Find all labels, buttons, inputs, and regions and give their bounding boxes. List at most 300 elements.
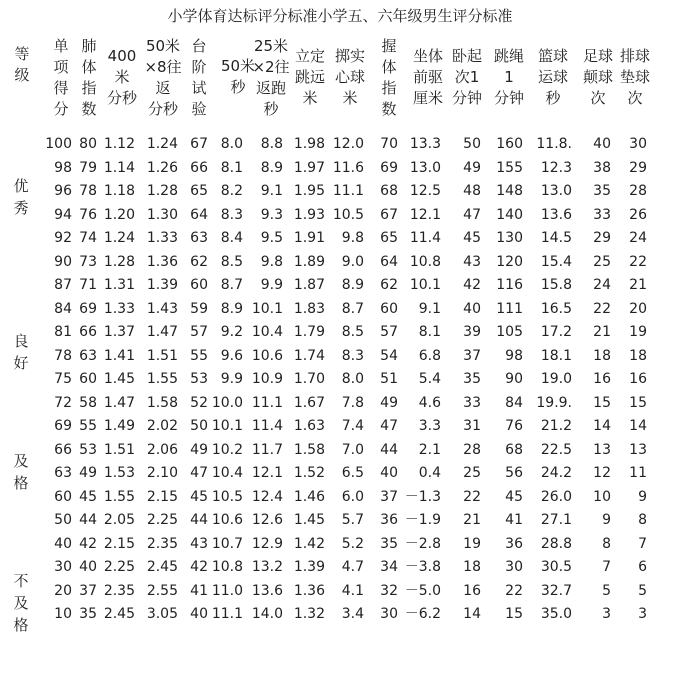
column-header-line: 秒 <box>263 100 279 118</box>
table-cell: 35 <box>463 371 481 387</box>
table-cell: 53 <box>79 441 97 458</box>
column-header-line: 肺 <box>81 37 97 55</box>
table-cell: 8.5 <box>341 324 364 340</box>
table-cell: 30 <box>54 559 72 575</box>
table-cell: 10.7 <box>211 535 243 552</box>
table-row <box>0 368 680 392</box>
table-cell: 18.1 <box>540 347 572 364</box>
table-cell: 9.1 <box>260 183 283 199</box>
table-cell: 41 <box>505 512 523 528</box>
table-cell: 8.3 <box>220 206 243 223</box>
table-cell: 1.87 <box>293 277 325 293</box>
table-cell: 12.1 <box>251 465 283 481</box>
table-cell: 11.7 <box>251 441 283 458</box>
table-cell: 12.9 <box>251 535 283 552</box>
table-cell: 58 <box>79 394 97 411</box>
table-cell: 40 <box>380 465 398 481</box>
table-cell: 1.47 <box>146 324 178 340</box>
table-cell: 35 <box>593 183 611 199</box>
table-cell: 40 <box>79 559 97 575</box>
table-cell: 1.24 <box>103 230 135 246</box>
grade-label-char: 格 <box>13 616 29 634</box>
column-header-line: 立定 <box>294 47 325 65</box>
table-cell: 11.4 <box>251 418 283 434</box>
table-row <box>0 556 680 580</box>
table-cell: 8.2 <box>220 183 243 199</box>
column-header-line: 25米 <box>253 37 289 55</box>
table-cell: 13 <box>629 441 647 458</box>
table-cell: 111 <box>496 300 523 317</box>
table-cell: 0.4 <box>418 465 441 481</box>
table-cell: 22 <box>629 253 647 270</box>
table-cell: 43 <box>190 535 208 552</box>
table-cell: 10.2 <box>211 441 243 458</box>
table-cell: 1.18 <box>103 183 135 199</box>
table-cell: 10.4 <box>211 465 243 481</box>
table-cell: 22 <box>593 300 611 317</box>
table-cell: 2.55 <box>146 582 178 599</box>
table-cell: 1.45 <box>293 512 325 528</box>
table-cell: 120 <box>496 253 523 270</box>
table-cell: 14 <box>629 418 647 434</box>
table-cell: 4.6 <box>418 394 441 411</box>
table-cell: 75 <box>54 371 72 387</box>
column-header-line: 足球 <box>582 47 613 65</box>
table-cell: 62 <box>190 253 208 270</box>
table-cell: 7.8 <box>341 394 364 411</box>
table-cell: 13.6 <box>540 206 572 223</box>
table-cell: 47 <box>463 206 481 223</box>
table-cell: 8.8 <box>260 136 283 152</box>
table-cell: 10.0 <box>211 394 243 411</box>
table-cell: 71 <box>79 277 97 293</box>
table-row <box>0 392 680 416</box>
table-cell: 2.15 <box>103 535 135 552</box>
table-cell: 6 <box>638 559 647 575</box>
table-cell: 2.06 <box>146 441 178 458</box>
table-cell: 45 <box>505 488 523 505</box>
column-header-run400 <box>103 46 141 109</box>
table-cell: 66 <box>79 324 97 340</box>
column-header-line: 试 <box>191 79 207 97</box>
column-header-line: 垫球 <box>619 68 650 86</box>
table-cell: 60 <box>79 371 97 387</box>
table-cell: 1.58 <box>146 394 178 411</box>
table-cell: 13 <box>593 441 611 458</box>
table-cell: 67 <box>190 136 208 152</box>
table-cell: 1.51 <box>146 347 178 364</box>
table-row <box>0 345 680 369</box>
table-cell: 9.5 <box>260 230 283 246</box>
table-cell: 42 <box>463 277 481 293</box>
table-cell: 28 <box>463 441 481 458</box>
table-cell: 2.25 <box>103 559 135 575</box>
table-cell: 3.05 <box>146 606 178 622</box>
table-cell: 12.5 <box>409 183 441 199</box>
table-cell: 67 <box>380 206 398 223</box>
table-cell: 3 <box>602 606 611 622</box>
column-header-line: 秒 <box>545 89 561 107</box>
table-cell: 1.39 <box>146 277 178 293</box>
table-cell: 21 <box>463 512 481 528</box>
table-cell: 16.5 <box>540 300 572 317</box>
table-cell: 1.36 <box>293 582 325 599</box>
table-cell: 31 <box>463 418 481 434</box>
table-cell: 28 <box>629 183 647 199</box>
table-cell: 7 <box>638 535 647 552</box>
table-cell: 63 <box>79 347 97 364</box>
table-cell: 15.8 <box>540 277 572 293</box>
table-cell: 44 <box>380 441 398 458</box>
table-cell: 1.55 <box>103 488 135 505</box>
table-cell: 30 <box>629 136 647 152</box>
table-cell: 19.9. <box>536 394 572 411</box>
table-cell: 22 <box>463 488 481 505</box>
table-cell: 6.5 <box>341 465 364 481</box>
table-row <box>0 227 680 251</box>
column-header-basketball <box>532 46 574 109</box>
table-cell: 18 <box>593 347 611 364</box>
table-cell: 56 <box>505 465 523 481</box>
table-cell: 79 <box>79 159 97 176</box>
table-cell: 69 <box>54 418 72 434</box>
column-header-line: 台 <box>191 37 207 55</box>
column-header-line: 验 <box>191 100 207 118</box>
table-cell: 65 <box>190 183 208 199</box>
table-cell: 21 <box>629 277 647 293</box>
table-cell: 9 <box>638 488 647 505</box>
table-cell: 25 <box>593 253 611 270</box>
table-cell: 148 <box>496 183 523 199</box>
column-header-line: 握 <box>381 37 397 55</box>
table-cell: 13.3 <box>409 136 441 152</box>
table-cell: 2.05 <box>103 512 135 528</box>
column-header-line: 1 <box>504 68 514 86</box>
table-cell: 100 <box>45 136 72 152</box>
table-cell: 24 <box>593 277 611 293</box>
column-header-grade <box>8 44 36 86</box>
column-header-line: 颠球 <box>582 68 613 86</box>
table-cell: 45 <box>190 488 208 505</box>
table-cell: －2.8 <box>404 535 441 552</box>
table-cell: 55 <box>79 418 97 434</box>
table-cell: 92 <box>54 230 72 246</box>
table-cell: 2.35 <box>146 535 178 552</box>
table-cell: 21.2 <box>540 418 572 434</box>
table-row <box>0 251 680 275</box>
grade-label-char: 及 <box>13 452 29 470</box>
table-cell: 26 <box>629 206 647 223</box>
table-cell: 10.1 <box>409 277 441 293</box>
table-cell: 22 <box>505 582 523 599</box>
table-cell: 8.7 <box>220 277 243 293</box>
table-cell: 3.4 <box>341 606 364 622</box>
table-cell: 94 <box>54 206 72 223</box>
table-cell: 43 <box>463 253 481 270</box>
table-cell: 1.26 <box>146 159 178 176</box>
table-cell: 1.95 <box>293 183 325 199</box>
table-cell: 8 <box>638 512 647 528</box>
table-cell: 1.97 <box>293 159 325 176</box>
table-cell: 155 <box>496 159 523 176</box>
table-cell: 73 <box>79 253 97 270</box>
table-cell: 49 <box>190 441 208 458</box>
table-cell: 1.36 <box>146 253 178 270</box>
table-cell: 2.35 <box>103 582 135 599</box>
table-cell: 10.1 <box>211 418 243 434</box>
table-cell: 1.20 <box>103 206 135 223</box>
table-cell: 65 <box>380 230 398 246</box>
table-cell: 12.4 <box>251 488 283 505</box>
table-cell: 1.30 <box>146 206 178 223</box>
table-cell: 84 <box>54 300 72 317</box>
table-cell: 2.45 <box>146 559 178 575</box>
table-cell: 29 <box>629 159 647 176</box>
table-cell: 9.1 <box>418 300 441 317</box>
column-header-line: 分钟 <box>493 89 524 107</box>
table-cell: 8.5 <box>220 253 243 270</box>
table-row <box>0 439 680 463</box>
column-header-line: 分钟 <box>451 89 482 107</box>
table-cell: 10.4 <box>251 324 283 340</box>
table-cell: 20 <box>629 300 647 317</box>
table-cell: －6.2 <box>404 606 441 622</box>
table-cell: 33 <box>463 394 481 411</box>
table-cell: 50 <box>463 136 481 152</box>
column-header-line: 体 <box>381 58 397 76</box>
table-cell: 1.24 <box>146 136 178 152</box>
column-header-rope <box>487 46 531 109</box>
table-cell: 27.1 <box>540 512 572 528</box>
table-cell: 37 <box>380 488 398 505</box>
table-cell: 16 <box>463 582 481 599</box>
table-cell: 10.6 <box>211 512 243 528</box>
column-header-line: 厘米 <box>412 89 443 107</box>
table-cell: 8.1 <box>220 159 243 176</box>
table-cell: 32.7 <box>540 582 572 599</box>
table-cell: 1.32 <box>293 606 325 622</box>
table-cell: 35 <box>380 535 398 552</box>
column-header-line: 数 <box>81 100 97 118</box>
table-cell: 12.6 <box>251 512 283 528</box>
table-cell: 53 <box>190 371 208 387</box>
table-cell: 62 <box>380 277 398 293</box>
table-header <box>0 0 680 140</box>
table-cell: 2.02 <box>146 418 178 434</box>
column-header-lung <box>78 36 100 120</box>
table-cell: 30.5 <box>540 559 572 575</box>
table-cell: 7.4 <box>341 418 364 434</box>
table-cell: 45 <box>463 230 481 246</box>
table-cell: 4.7 <box>341 559 364 575</box>
table-cell: 38 <box>593 159 611 176</box>
table-cell: 1.93 <box>293 206 325 223</box>
table-cell: 10 <box>593 488 611 505</box>
table-cell: 70 <box>380 136 398 152</box>
table-cell: 40 <box>54 535 72 552</box>
table-cell: 44 <box>79 512 97 528</box>
table-cell: 2.25 <box>146 512 178 528</box>
column-header-line: 掷实 <box>334 47 365 65</box>
table-cell: 60 <box>190 277 208 293</box>
table-cell: 1.28 <box>103 253 135 270</box>
table-cell: 54 <box>380 347 398 364</box>
table-cell: 1.14 <box>103 159 135 176</box>
table-cell: 7.0 <box>341 441 364 458</box>
table-cell: 42 <box>190 559 208 575</box>
table-cell: 21 <box>593 324 611 340</box>
table-cell: 40 <box>593 136 611 152</box>
table-cell: 2.1 <box>418 441 441 458</box>
column-header-volleyball <box>616 46 654 109</box>
table-cell: 96 <box>54 183 72 199</box>
table-cell: 1.74 <box>293 347 325 364</box>
table-cell: 9.9 <box>260 277 283 293</box>
table-cell: 11.0 <box>211 582 243 599</box>
table-cell: 130 <box>496 230 523 246</box>
column-header-situp <box>446 46 488 109</box>
table-cell: 1.45 <box>103 371 135 387</box>
table-cell: 52 <box>190 394 208 411</box>
table-cell: 36 <box>380 512 398 528</box>
table-cell: 8.9 <box>260 159 283 176</box>
table-cell: 36 <box>505 535 523 552</box>
column-header-line: 得 <box>53 79 69 97</box>
table-cell: 9.8 <box>260 253 283 270</box>
table-cell: 11.1 <box>251 394 283 411</box>
table-cell: 19.0 <box>540 371 572 387</box>
table-cell: 13.0 <box>540 183 572 199</box>
table-cell: 9.8 <box>341 230 364 246</box>
table-cell: 22.5 <box>540 441 572 458</box>
column-header-line: 排球 <box>619 47 650 65</box>
table-cell: 42 <box>79 535 97 552</box>
grade-label-char: 良 <box>13 332 29 350</box>
table-cell: 11 <box>629 465 647 481</box>
table-cell: 37 <box>463 347 481 364</box>
table-cell: 8.9 <box>220 300 243 317</box>
table-cell: 1.53 <box>103 465 135 481</box>
table-cell: 40 <box>190 606 208 622</box>
column-header-shuttle50x8 <box>141 36 185 120</box>
table-cell: 1.98 <box>293 136 325 152</box>
column-header-line: 跳远 <box>294 68 325 86</box>
table-cell: 1.55 <box>146 371 178 387</box>
column-header-longjump <box>290 46 330 109</box>
column-header-line: 指 <box>381 79 397 97</box>
table-cell: 60 <box>380 300 398 317</box>
table-row <box>0 157 680 181</box>
table-cell: 50 <box>190 418 208 434</box>
column-header-football <box>579 46 617 109</box>
table-cell: 29 <box>593 230 611 246</box>
table-cell: 76 <box>79 206 97 223</box>
table-cell: 68 <box>505 441 523 458</box>
table-cell: 45 <box>79 488 97 505</box>
column-header-line: 卧起 <box>451 47 482 65</box>
column-header-line: 心球 <box>334 68 365 86</box>
table-cell: 51 <box>380 371 398 387</box>
table-cell: 10.6 <box>251 347 283 364</box>
table-cell: 9.9 <box>220 371 243 387</box>
table-cell: 26.0 <box>540 488 572 505</box>
table-cell: 78 <box>79 183 97 199</box>
table-cell: 49 <box>380 394 398 411</box>
table-cell: 24.2 <box>540 465 572 481</box>
table-cell: 69 <box>380 159 398 176</box>
column-header-shuttle25x2 <box>247 36 295 120</box>
table-cell: 55 <box>190 347 208 364</box>
table-cell: 30 <box>380 606 398 622</box>
table-row <box>0 462 680 486</box>
table-cell: 10.5 <box>332 206 364 223</box>
table-cell: 6.8 <box>418 347 441 364</box>
table-cell: 1.12 <box>103 136 135 152</box>
table-cell: 10.8 <box>409 253 441 270</box>
table-cell: 69 <box>79 300 97 317</box>
table-cell: 44 <box>190 512 208 528</box>
table-cell: 98 <box>505 347 523 364</box>
table-cell: 9.2 <box>220 324 243 340</box>
table-cell: 12 <box>593 465 611 481</box>
table-cell: 57 <box>190 324 208 340</box>
table-cell: 8.4 <box>220 230 243 246</box>
table-cell: 14 <box>463 606 481 622</box>
table-cell: 16 <box>629 371 647 387</box>
table-cell: 5 <box>638 582 647 599</box>
table-cell: 2.15 <box>146 488 178 505</box>
column-header-line: 阶 <box>191 58 207 76</box>
column-header-line: 体 <box>81 58 97 76</box>
table-cell: 14 <box>593 418 611 434</box>
column-header-line: 级 <box>14 66 30 84</box>
table-cell: 6.0 <box>341 488 364 505</box>
grade-label-char: 不 <box>13 572 29 590</box>
table-cell: 2.45 <box>103 606 135 622</box>
table-row <box>0 603 680 627</box>
table-cell: 30 <box>505 559 523 575</box>
table-cell: 15 <box>593 394 611 411</box>
table-row <box>0 486 680 510</box>
column-header-line: 坐体 <box>412 47 443 65</box>
table-cell: 15.4 <box>540 253 572 270</box>
table-cell: 1.46 <box>293 488 325 505</box>
table-cell: 8.0 <box>220 136 243 152</box>
table-cell: 90 <box>505 371 523 387</box>
table-cell: 11.1 <box>211 606 243 622</box>
table-cell: 64 <box>190 206 208 223</box>
table-cell: 78 <box>54 347 72 364</box>
grade-label-char: 优 <box>13 177 29 195</box>
table-cell: 9.6 <box>220 347 243 364</box>
table-cell: 17.2 <box>540 324 572 340</box>
table-cell: －1.9 <box>404 512 441 528</box>
table-row <box>0 274 680 298</box>
table-cell: 1.28 <box>146 183 178 199</box>
column-header-line: 分秒 <box>106 89 137 107</box>
column-header-line: 跳绳 <box>493 47 524 65</box>
table-cell: 87 <box>54 277 72 293</box>
table-cell: 1.43 <box>146 300 178 317</box>
column-header-step <box>186 36 212 120</box>
table-cell: 34 <box>380 559 398 575</box>
table-cell: 1.52 <box>293 465 325 481</box>
table-cell: 18 <box>629 347 647 364</box>
table-cell: 28.8 <box>540 535 572 552</box>
table-cell: 20 <box>54 582 72 599</box>
table-cell: 5 <box>602 582 611 599</box>
table-cell: 11.1 <box>332 183 364 199</box>
